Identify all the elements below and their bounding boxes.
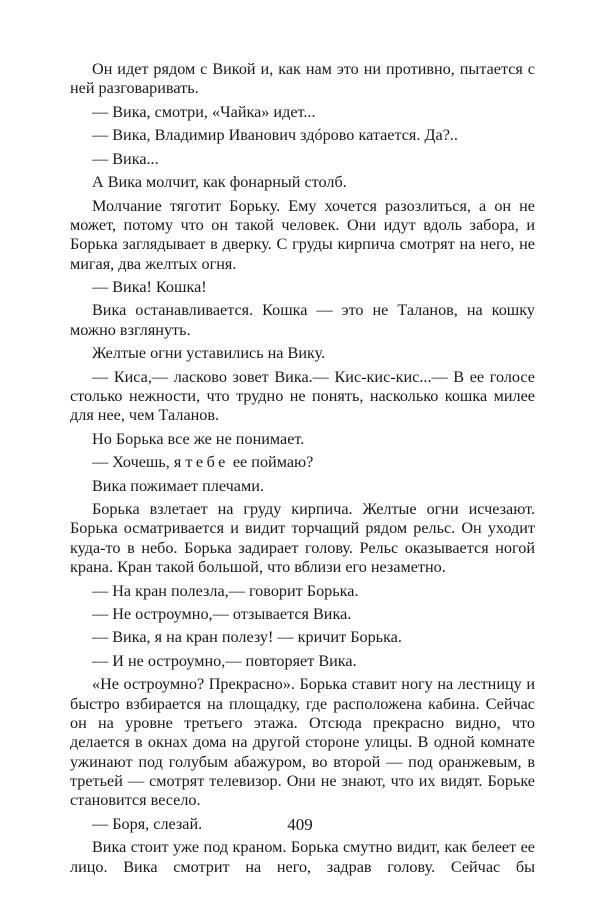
paragraph-16: — Не остроумно,— отзывается Вика.	[92, 605, 352, 623]
paragraph-8: Вика останавливается. Кошка — это не Таланов, на кошку можно взглянуть.	[70, 301, 535, 339]
paragraph-15: — На кран полезла,— говорит Борька.	[92, 581, 359, 600]
paragraph-12-spaced-word: тебе	[185, 453, 229, 472]
paragraph-12-before: — Хочешь, я	[92, 453, 186, 472]
page-number: 409	[287, 815, 313, 834]
paragraph-6: Молчание тяготит Борьку. Ему хочется разозлиться, а он не может, потому что он такой человек. Они идут вдоль забора, и Борька заглядывает в дверку. С груды кирпича смотрят на него, не мигая, два желтых огня.	[70, 196, 535, 273]
paragraph-10: — Киса,— ласково зовет Вика.— Кис-кис-кис...— В ее голосе столько нежности, что трудно не понять, насколько кошка милее для нее, чем Таланов.	[70, 367, 535, 425]
paragraph-19: «Не остроумно? Прекрасно». Борька ставит ногу на лестницу и быстро взбирается на площадку, где расположена кабина. Сейчас он на уровне третьего этажа. Отсюда прекрасно видно, что делается в окнах дома на другой стороне улицы. В одной комнате ужинают под голубым абажуром, во второй — под оранжевым, в третьей — смотрят телевизор. Они не знают, что их видят. Борьке становится весело.	[70, 675, 535, 810]
paragraph-12-after: ее поймаю?	[228, 453, 314, 472]
paragraph-4: — Вика...	[92, 149, 159, 168]
paragraph-14: Борька взлетает на груду кирпича. Желтые огни исчезают. Борька осматривается и видит торчащий рядом рельс. Он уходит куда-то в небо. Борька задирает голову. Рельс оказывается ногой крана. Кран такой большой, что вблизи его незаметно.	[70, 500, 535, 577]
paragraph-20: — Боря, слезай.	[92, 814, 203, 833]
paragraph-1: Он идет рядом с Викой и, как нам это ни противно, пытается с ней разговаривать.	[70, 60, 535, 98]
paragraph-11: Но Борька все же не понимает.	[92, 429, 305, 448]
paragraph-5: А Вика молчит, как фонарный столб.	[92, 173, 347, 192]
paragraph-7: — Вика! Кошка!	[92, 278, 207, 296]
paragraph-9: Желтые огни уставились на Вику.	[92, 344, 326, 363]
paragraph-21: Вика стоит уже под краном. Борька смутно видит, как белеет ее лицо. Вика смотрит на него, задрав голову. Сейчас бы	[70, 838, 535, 876]
paragraph-17: — Вика, я на кран полезу! — кричит Борька.	[92, 628, 402, 647]
paragraph-12	[70, 453, 535, 472]
body-text	[70, 60, 535, 881]
paragraph-2: — Вика, смотри, «Чайка» идет...	[92, 102, 316, 121]
paragraph-18: — И не остроумно,— повторяет Вика.	[92, 651, 357, 670]
paragraph-3: — Вика, Владимир Иванович здóрово катается. Да?..	[92, 126, 458, 145]
paragraph-13: Вика пожимает плечами.	[92, 476, 264, 495]
